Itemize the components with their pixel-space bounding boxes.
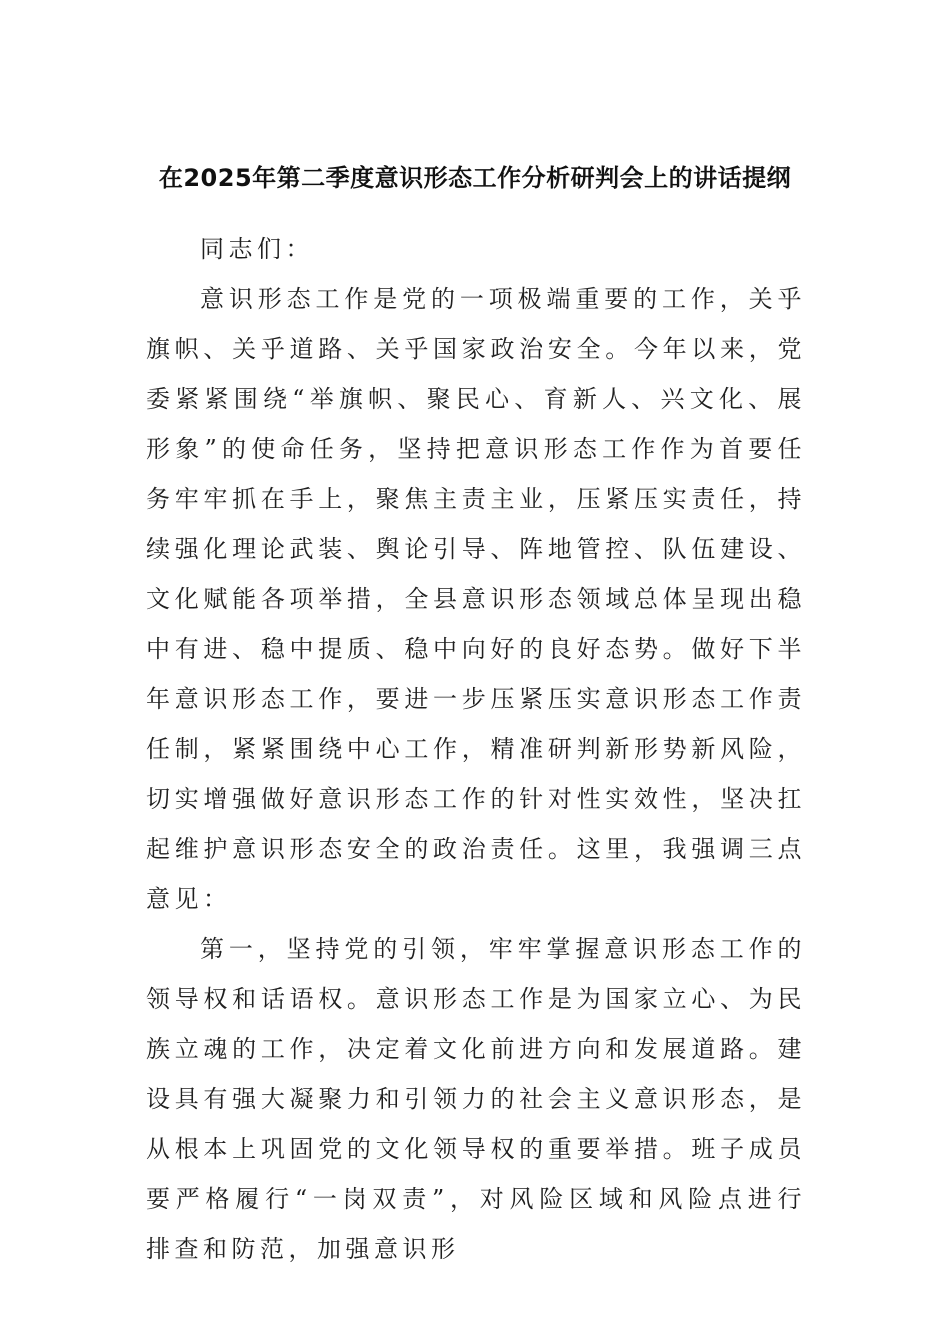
document-body (146, 224, 806, 1274)
salutation: 同志们： (200, 235, 314, 263)
document-title: 在2025年第二季度意识形态工作分析研判会上的讲话提纲 (158, 164, 792, 192)
paragraph-point-one: 第一，坚持党的引领，牢牢掌握意识形态工作的领导权和话语权。意识形态工作是为国家立心、为民族立魂的工作，决定着文化前进方向和发展道路。建设具有强大凝聚力和引领力的社会主义意识形态，是从根本上巩固党的文化领导权的重要举措。班子成员要严格履行“一岗双责”，对风险区域和风险点进行排查和防范，加强意识形 (146, 935, 806, 1263)
paragraph-intro: 意识形态工作是党的一项极端重要的工作，关乎旗帜、关乎道路、关乎国家政治安全。今年以来，党委紧紧围绕“举旗帜、聚民心、育新人、兴文化、展形象”的使命任务，坚持把意识形态工作作为首要任务牢牢抓在手上，聚焦主责主业，压紧压实责任，持续强化理论武装、舆论引导、阵地管控、队伍建设、文化赋能各项举措，全县意识形态领域总体呈现出稳中有进、稳中提质、稳中向好的良好态势。做好下半年意识形态工作，要进一步压紧压实意识形态工作责任制，紧紧围绕中心工作，精准研判新形势新风险，切实增强做好意识形态工作的针对性实效性，坚决扛起维护意识形态安全的政治责任。这里，我强调三点意见： (146, 285, 806, 913)
